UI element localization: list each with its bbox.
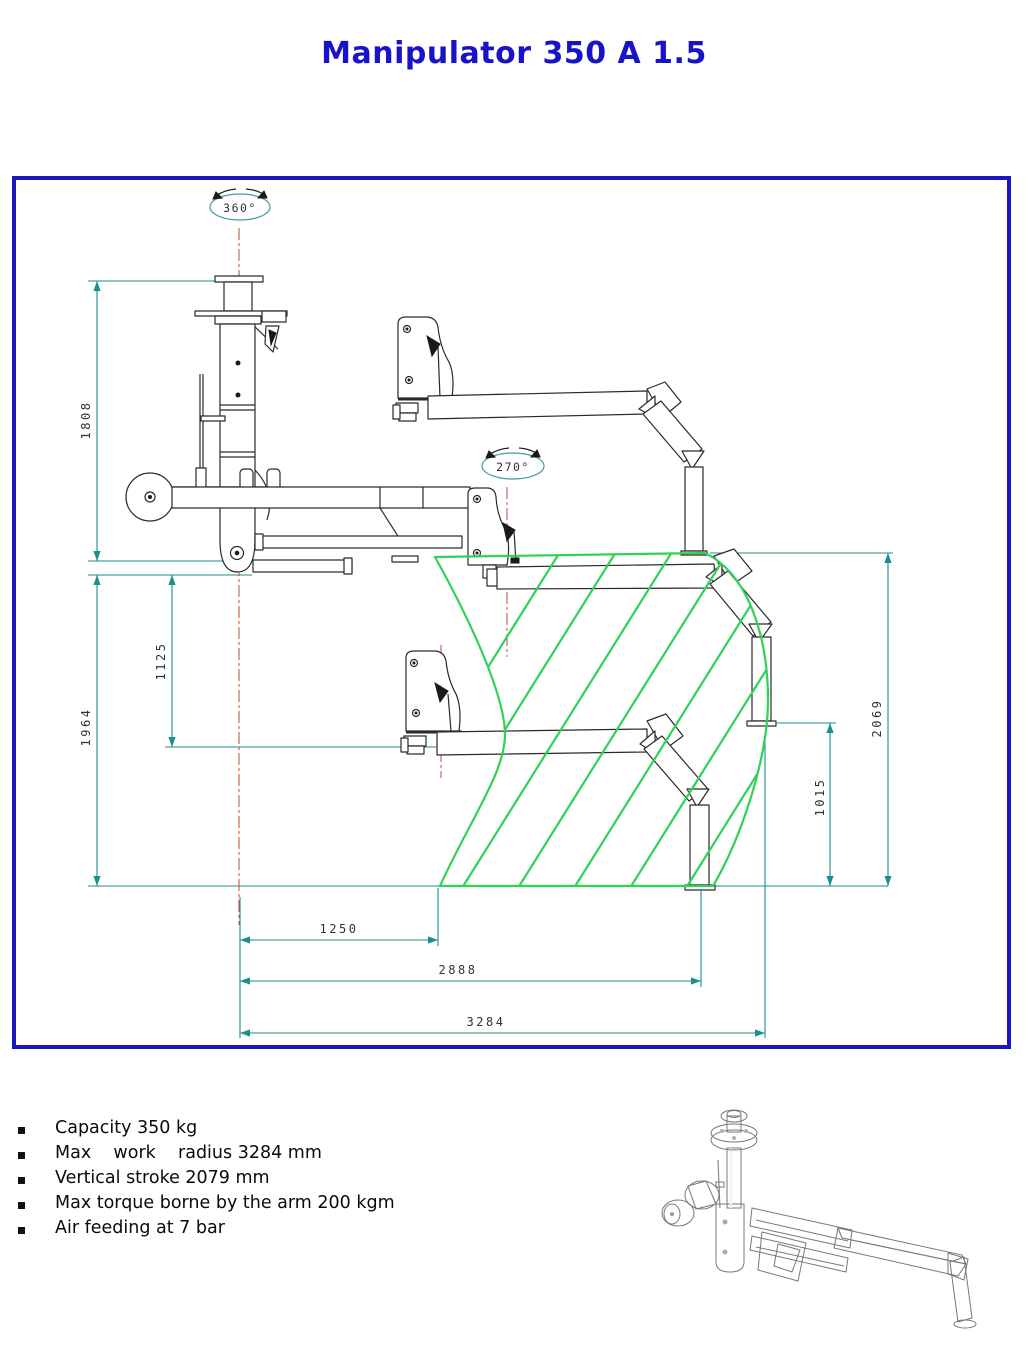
bullet-square-icon — [18, 1227, 25, 1234]
rotation-360 — [210, 189, 270, 220]
spec-item — [14, 1218, 654, 1243]
render-3d — [662, 1110, 976, 1328]
bullet-square-icon — [18, 1127, 25, 1134]
spec-text: Vertical stroke 2079 mm — [55, 1168, 270, 1188]
dim-envelope-lower: 1015 — [813, 777, 827, 817]
dim-radius-max: 3284 — [466, 1015, 506, 1029]
spec-item — [14, 1118, 654, 1143]
manipulator-side-view — [126, 276, 776, 890]
spec-item — [14, 1168, 654, 1193]
rotation-360-label: 360° — [223, 201, 257, 215]
rotation-270 — [482, 448, 544, 479]
centerlines — [239, 228, 507, 925]
page-title: Manipulator 350 A 1.5 — [321, 36, 707, 71]
spec-item — [14, 1143, 654, 1168]
spec-text: Max torque borne by the arm 200 kgm — [55, 1193, 395, 1213]
dim-column-height: 1808 — [79, 400, 93, 440]
rotation-270-label: 270° — [496, 460, 530, 474]
dim-envelope-height: 2069 — [870, 698, 884, 738]
spec-text: Max work radius 3284 mm — [55, 1143, 322, 1163]
spec-text: Capacity 350 kg — [55, 1118, 198, 1138]
dim-radius-min: 1250 — [319, 922, 359, 936]
spec-text: Air feeding at 7 bar — [55, 1218, 225, 1238]
spec-item — [14, 1193, 654, 1218]
bullet-square-icon — [18, 1202, 25, 1209]
bullet-square-icon — [18, 1152, 25, 1159]
dim-radius-mid: 2888 — [438, 963, 478, 977]
bullet-square-icon — [18, 1177, 25, 1184]
machine-column — [195, 276, 287, 572]
arm-upper — [393, 317, 707, 555]
spec-list — [14, 1118, 654, 1243]
arm-lower — [401, 651, 715, 890]
dim-upper-stroke: 1125 — [154, 641, 168, 681]
dim-lower-height: 1964 — [79, 707, 93, 747]
